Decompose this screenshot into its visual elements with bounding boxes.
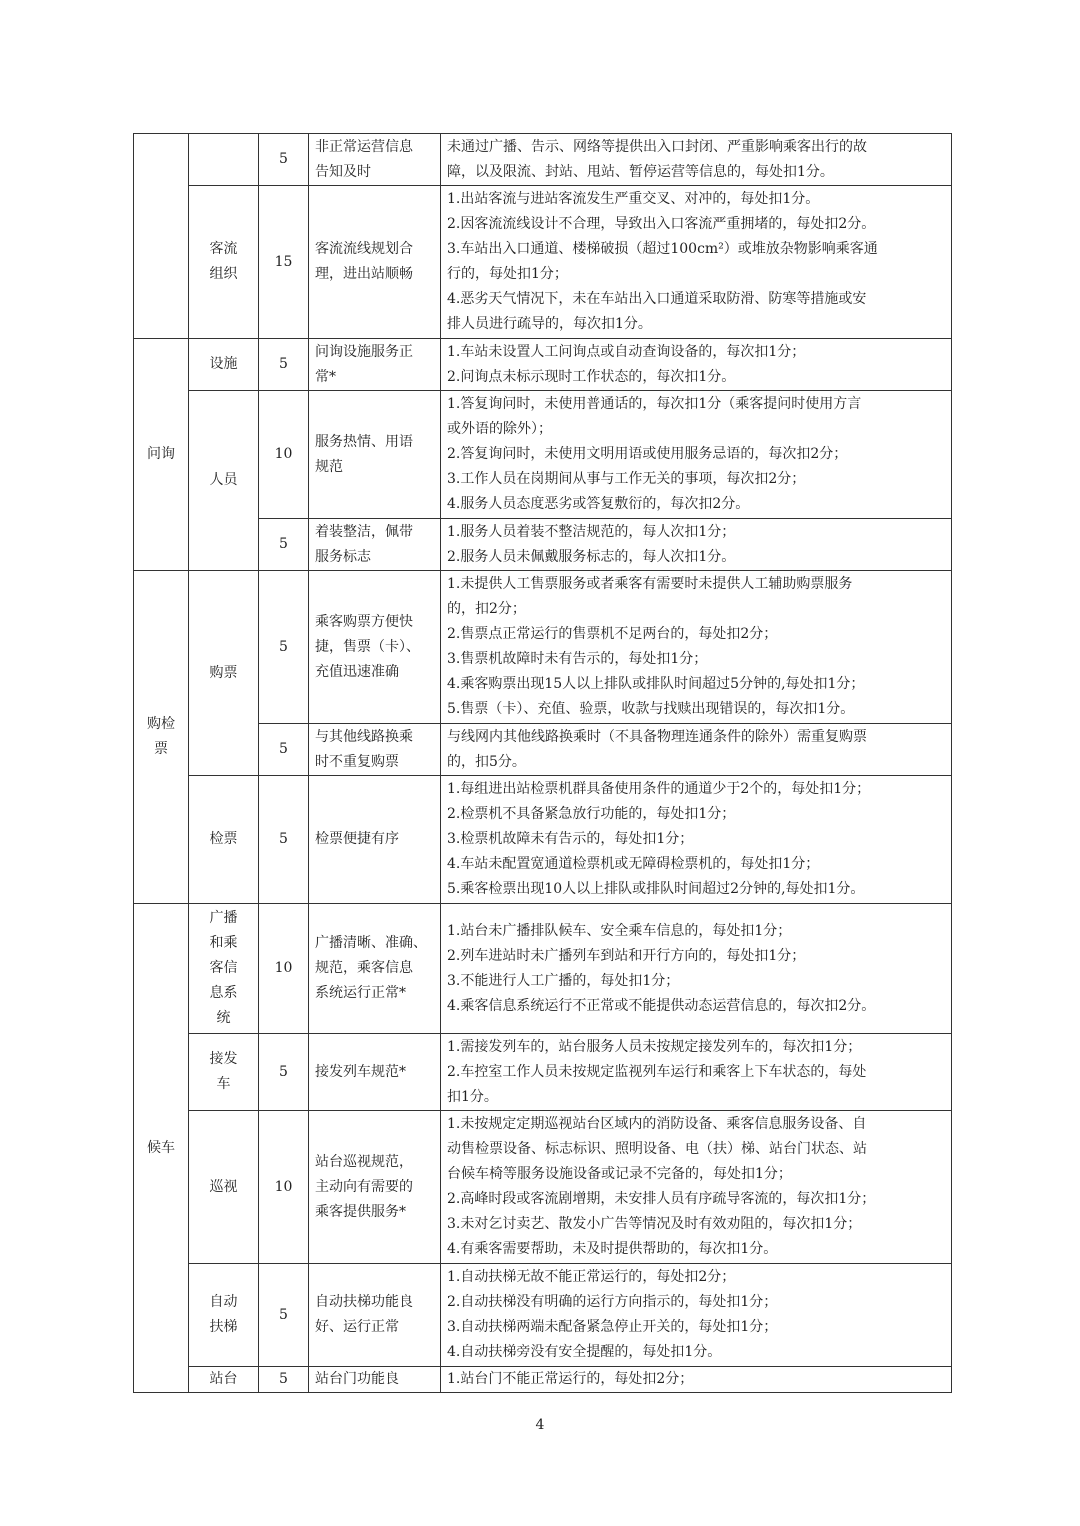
- score-cell: 10: [259, 1111, 309, 1264]
- category-line: 购检: [147, 716, 175, 732]
- table-row: [134, 186, 952, 339]
- rule-line: 2.车控室工作人员未按规定监视列车运行和乘客上下车状态的，每处: [447, 1063, 867, 1080]
- subcategory-line: 设施: [209, 356, 238, 372]
- rule-line: 3.售票机故障时未有告示的，每处扣1分；: [447, 651, 708, 667]
- rule-cell: [441, 339, 952, 391]
- page-number: 4: [535, 1417, 545, 1433]
- item-line: 规范: [315, 458, 343, 475]
- item-line: 规范，乘客信息: [315, 960, 413, 976]
- item-cell: [309, 391, 441, 519]
- score-cell: 5: [259, 1034, 309, 1111]
- rule-cell: [441, 1264, 952, 1367]
- rule-cell: [441, 904, 952, 1034]
- rule-cell: [441, 571, 952, 724]
- standards-table: [133, 133, 952, 1393]
- item-cell: [309, 519, 441, 571]
- category-cell-continued: [134, 134, 189, 339]
- subcategory-line: 客信: [209, 960, 238, 976]
- item-line: 系统运行正常*: [315, 985, 406, 1001]
- subcategory-line: 购票: [209, 664, 238, 681]
- item-line: 问询设施服务正: [315, 343, 413, 360]
- item-line: 乘客购票方便快: [315, 613, 413, 630]
- subcategory-line: 人员: [209, 472, 238, 488]
- item-line: 好、运行正常: [315, 1319, 399, 1335]
- subcategory-line: 和乘: [209, 935, 238, 951]
- rule-line: 3.自动扶梯两端未配备紧急停止开关的，每处扣1分；: [447, 1319, 778, 1335]
- rule-line: 5.售票（卡）、充值、验票，收款与找赎出现错误的，每次扣1分。: [447, 701, 855, 717]
- rule-cell: [441, 186, 952, 339]
- subcategory-cell: [189, 571, 259, 776]
- table-row: [134, 391, 952, 519]
- rule-cell: [441, 1367, 952, 1393]
- rule-line: 2.高峰时段或客流剧增期，未安排人员有序疏导客流的，每次扣1分；: [447, 1191, 876, 1207]
- rule-line: 4.车站未配置宽通道检票机或无障碍检票机的，每处扣1分；: [447, 856, 820, 872]
- item-line: 检票便捷有序: [315, 831, 399, 847]
- subcategory-line: 息系: [209, 985, 238, 1001]
- item-line: 站台巡视规范，: [315, 1153, 413, 1170]
- rule-line: 3.检票机故障未有告示的，每处扣1分；: [447, 831, 694, 847]
- subcategory-line: 巡视: [209, 1178, 238, 1195]
- rule-line: 排人员进行疏导的，每次扣1分。: [447, 316, 652, 332]
- subcategory-line: 站台: [209, 1371, 238, 1387]
- item-line: 非正常运营信息: [315, 138, 413, 155]
- rule-line: 2.检票机不具备紧急放行功能的，每处扣1分；: [447, 806, 736, 822]
- rule-line: 2.答复询问时，未使用文明用语或使用服务忌语的，每次扣2分；: [447, 446, 848, 462]
- table-row: [134, 1111, 952, 1264]
- subcategory-cell: [189, 904, 259, 1034]
- item-cell: [309, 1264, 441, 1367]
- item-line: 着装整洁，佩带: [315, 523, 413, 540]
- rule-line: 的，扣2分；: [447, 601, 526, 617]
- rule-line: 与线网内其他线路换乘时（不具备物理连通条件的除外）需重复购票: [447, 728, 867, 745]
- score-cell: 15: [259, 186, 309, 339]
- rule-line: 1.需接发列车的，站台服务人员未按规定接发列车的，每次扣1分；: [447, 1038, 862, 1055]
- table-row: [134, 904, 952, 1034]
- item-line: 时不重复购票: [315, 753, 399, 770]
- rule-line: 4.恶劣天气情况下，未在车站出入口通道采取防滑、防寒等措施或安: [447, 291, 867, 307]
- rule-line: 1.自动扶梯无故不能正常运行的，每处扣2分；: [447, 1269, 736, 1285]
- rule-cell: [441, 776, 952, 904]
- rule-line: 3.工作人员在岗期间从事与工作无关的事项，每次扣2分；: [447, 471, 806, 487]
- rule-line: 3.未对乞讨卖艺、散发小广告等情况及时有效劝阻的，每次扣1分；: [447, 1216, 862, 1232]
- rule-line: 的，扣5分。: [447, 753, 526, 770]
- subcategory-line: 自动: [209, 1294, 238, 1310]
- rule-line: 4.自动扶梯旁没有安全提醒的，每处扣1分。: [447, 1344, 722, 1360]
- rule-cell: [441, 1034, 952, 1111]
- category-cell: [134, 571, 189, 904]
- table-row: [134, 1034, 952, 1111]
- item-cell: [309, 904, 441, 1034]
- item-line: 自动扶梯功能良: [315, 1294, 413, 1310]
- rule-cell: [441, 134, 952, 186]
- score-cell: 10: [259, 904, 309, 1034]
- table-row: [134, 571, 952, 724]
- rule-line: 2.自动扶梯没有明确的运行方向指示的，每处扣1分；: [447, 1294, 778, 1310]
- subcategory-cell: [189, 339, 259, 391]
- rule-line: 4.乘客购票出现15人以上排队或排队时间超过5分钟的,每处扣1分；: [447, 676, 865, 692]
- table-row: [134, 776, 952, 904]
- item-line: 服务热情、用语: [315, 433, 413, 450]
- score-cell: 5: [259, 134, 309, 186]
- item-line: 充值迅速准确: [315, 663, 399, 680]
- item-cell: [309, 1367, 441, 1393]
- rule-line: 2.列车进站时未广播列车到站和开行方向的，每处扣1分；: [447, 947, 806, 964]
- item-cell: [309, 186, 441, 339]
- score-cell: 5: [259, 776, 309, 904]
- table-row: [134, 1367, 952, 1393]
- item-line: 告知及时: [315, 163, 371, 180]
- item-cell: [309, 339, 441, 391]
- subcategory-cell: [189, 1264, 259, 1367]
- item-cell: [309, 1111, 441, 1264]
- subcategory-line: 组织: [209, 266, 238, 282]
- rule-line: 1.未提供人工售票服务或者乘客有需要时未提供人工辅助购票服务: [447, 576, 853, 592]
- item-line: 服务标志: [315, 548, 371, 565]
- rule-line: 5.乘客检票出现10人以上排队或排队时间超过2分钟的,每处扣1分。: [447, 881, 865, 897]
- item-cell: [309, 571, 441, 724]
- subcategory-line: 广播: [209, 910, 238, 926]
- rule-cell: [441, 519, 952, 571]
- rule-line: 4.服务人员态度恶劣或答复敷衍的，每次扣2分。: [447, 496, 750, 512]
- item-cell: [309, 1034, 441, 1111]
- rule-line: 1.答复询问时，未使用普通话的，每次扣1分（乘客提问时使用方言: [447, 396, 862, 412]
- item-line: 广播清晰、准确、: [315, 935, 427, 951]
- subcategory-cell: [189, 1367, 259, 1393]
- score-cell: 5: [259, 519, 309, 571]
- subcategory-cell: [189, 391, 259, 571]
- rule-line: 1.每组进出站检票机群具备使用条件的通道少于2个的，每处扣1分；: [447, 781, 871, 797]
- table-row: [134, 339, 952, 391]
- item-cell: [309, 134, 441, 186]
- rule-line: 动售检票设备、标志标识、照明设备、电（扶）梯、站台门状态、站: [447, 1141, 867, 1157]
- subcategory-line: 接发: [209, 1051, 238, 1067]
- rule-line: 台候车椅等服务设施设备或记录不完备的，每处扣1分；: [447, 1166, 792, 1182]
- rule-line: 1.出站客流与进站客流发生严重交叉、对冲的，每处扣1分。: [447, 191, 820, 207]
- item-line: 接发列车规范*: [315, 1063, 406, 1080]
- score-cell: 5: [259, 571, 309, 724]
- rule-line: 障，以及限流、封站、甩站、暂停运营等信息的，每处扣1分。: [447, 163, 834, 180]
- item-line: 站台门功能良: [315, 1371, 399, 1387]
- item-line: 客流流线规划合: [315, 241, 413, 257]
- item-cell: [309, 776, 441, 904]
- score-cell: 5: [259, 724, 309, 776]
- item-line: 乘客提供服务*: [315, 1203, 406, 1220]
- rule-line: 3.不能进行人工广播的，每处扣1分；: [447, 972, 680, 989]
- rule-line: 1.站台未广播排队候车、安全乘车信息的，每处扣1分；: [447, 922, 792, 939]
- rule-cell: [441, 1111, 952, 1264]
- table-row: [134, 1264, 952, 1367]
- rule-line: 4.乘客信息系统运行不正常或不能提供动态运营信息的，每次扣2分。: [447, 997, 876, 1014]
- rule-line: 2.因客流流线设计不合理，导致出入口客流严重拥堵的，每处扣2分。: [447, 216, 876, 232]
- category-cell: 问询: [134, 339, 189, 571]
- rule-line: 1.站台门不能正常运行的，每处扣2分；: [447, 1371, 694, 1387]
- subcategory-cell: [189, 1034, 259, 1111]
- rule-line: 或外语的除外）；: [447, 421, 552, 437]
- rule-line: 2.服务人员未佩戴服务标志的，每人次扣1分。: [447, 548, 736, 565]
- rule-line: 1.服务人员着装不整洁规范的，每人次扣1分；: [447, 523, 736, 540]
- score-cell: 10: [259, 391, 309, 519]
- score-cell: 5: [259, 1367, 309, 1393]
- rule-line: 1.车站未设置人工问询点或自动查询设备的，每次扣1分；: [447, 343, 806, 360]
- rule-cell: [441, 724, 952, 776]
- rule-line: 行的，每处扣1分；: [447, 266, 568, 282]
- subcategory-line: 扶梯: [209, 1319, 238, 1335]
- subcategory-line: 统: [216, 1010, 231, 1026]
- category-cell: 候车: [134, 904, 189, 1393]
- item-line: 捷，售票（卡）、: [315, 638, 420, 655]
- subcategory-line: 客流: [209, 241, 238, 257]
- rule-line: 未通过广播、告示、网络等提供出入口封闭、严重影响乘客出行的故: [447, 138, 867, 155]
- subcategory-cell: [189, 1111, 259, 1264]
- rule-line: 1.未按规定定期巡视站台区域内的消防设备、乘客信息服务设备、自: [447, 1116, 867, 1132]
- rule-line: 扣1分。: [447, 1088, 498, 1105]
- subcategory-cell: [189, 776, 259, 904]
- item-cell: [309, 724, 441, 776]
- category-line: 票: [154, 741, 168, 757]
- rule-cell: [441, 391, 952, 519]
- rule-line: 2.问询点未标示现时工作状态的，每次扣1分。: [447, 368, 736, 385]
- subcategory-line: 检票: [209, 831, 238, 847]
- score-cell: 5: [259, 1264, 309, 1367]
- table-row: [134, 134, 952, 186]
- item-line: 理，进出站顺畅: [315, 266, 413, 282]
- rule-line: 4.有乘客需要帮助，未及时提供帮助的，每次扣1分。: [447, 1241, 778, 1257]
- rule-line: 2.售票点正常运行的售票机不足两台的，每处扣2分；: [447, 626, 778, 642]
- item-line: 常*: [315, 368, 336, 385]
- score-cell: 5: [259, 339, 309, 391]
- subcategory-cell: [189, 186, 259, 339]
- item-line: 主动向有需要的: [315, 1178, 413, 1195]
- subcategory-line: 车: [216, 1076, 231, 1092]
- item-line: 与其他线路换乘: [315, 728, 413, 745]
- rule-line: 3.车站出入口通道、楼梯破损（超过100cm²）或堆放杂物影响乘客通: [447, 241, 878, 257]
- subcategory-cell-empty: [189, 134, 259, 186]
